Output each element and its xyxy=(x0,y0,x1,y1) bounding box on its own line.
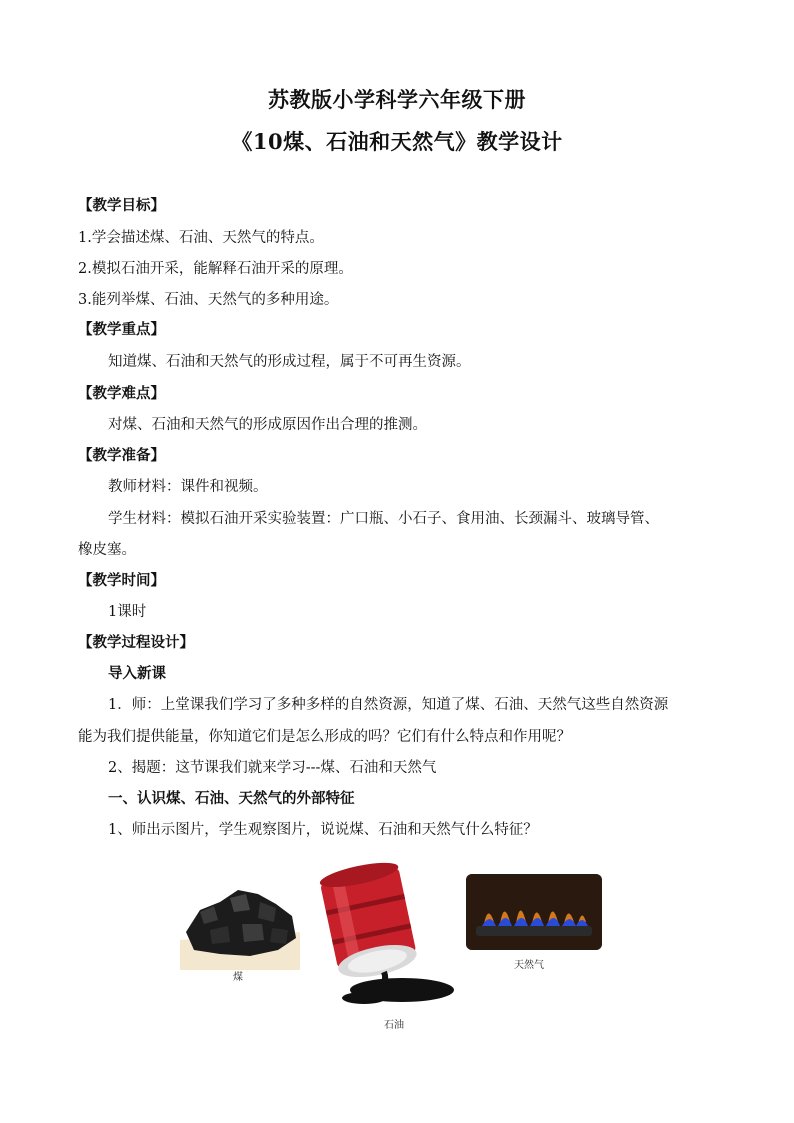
process-heading: 【教学过程设计】 xyxy=(78,634,194,651)
prep-heading: 【教学准备】 xyxy=(78,447,165,464)
part1-item-1: 1、师出示图片，学生观察图片，说说煤、石油和天然气什么特征？ xyxy=(108,822,538,838)
prep-student-line2: 橡皮塞。 xyxy=(78,542,136,558)
prep-student-line1: 学生材料：模拟石油开采实验装置：广口瓶、小石子、食用油、长颈漏斗、玻璃导管、 xyxy=(108,511,659,527)
part1-heading: 一、认识煤、石油、天然气的外部特征 xyxy=(108,790,355,807)
goals-heading: 【教学目标】 xyxy=(78,197,165,214)
time-text: 1课时 xyxy=(108,604,147,620)
key-heading: 【教学重点】 xyxy=(78,321,165,338)
intro-paragraph-line2: 能为我们提供能量，你知道它们是怎么形成的吗？它们有什么特点和作用呢？ xyxy=(78,729,571,745)
gas-caption: 天然气 xyxy=(514,960,544,971)
goal-item-1: 1.学会描述煤、石油、天然气的特点。 xyxy=(78,230,324,246)
oil-caption: 石油 xyxy=(384,1020,404,1031)
document-title-line2: 《10煤、石油和天然气》教学设计 xyxy=(231,129,563,154)
intro-paragraph-line1: 1．师：上堂课我们学习了多种多样的自然资源，知道了煤、石油、天然气这些自然资源 xyxy=(108,697,669,713)
prep-teacher: 教师材料：课件和视频。 xyxy=(108,479,268,495)
intro-item-2: 2、揭题：这节课我们就来学习---煤、石油和天然气 xyxy=(108,760,437,776)
goal-item-2: 2.模拟石油开采，能解释石油开采的原理。 xyxy=(78,261,353,277)
difficulty-text: 对煤、石油和天然气的形成原因作出合理的推测。 xyxy=(108,417,427,433)
intro-heading: 导入新课 xyxy=(108,665,166,682)
difficulty-heading: 【教学难点】 xyxy=(78,385,165,402)
coal-image xyxy=(180,880,300,970)
goal-item-3: 3.能列举煤、石油、天然气的多种用途。 xyxy=(78,292,339,308)
oil-barrel-image xyxy=(318,862,458,1012)
coal-caption: 煤 xyxy=(233,972,243,983)
time-heading: 【教学时间】 xyxy=(78,572,165,589)
document-title-line1: 苏教版小学科学六年级下册 xyxy=(268,87,526,112)
gas-flame-image xyxy=(466,874,602,950)
key-text: 知道煤、石油和天然气的形成过程，属于不可再生资源。 xyxy=(108,354,471,370)
